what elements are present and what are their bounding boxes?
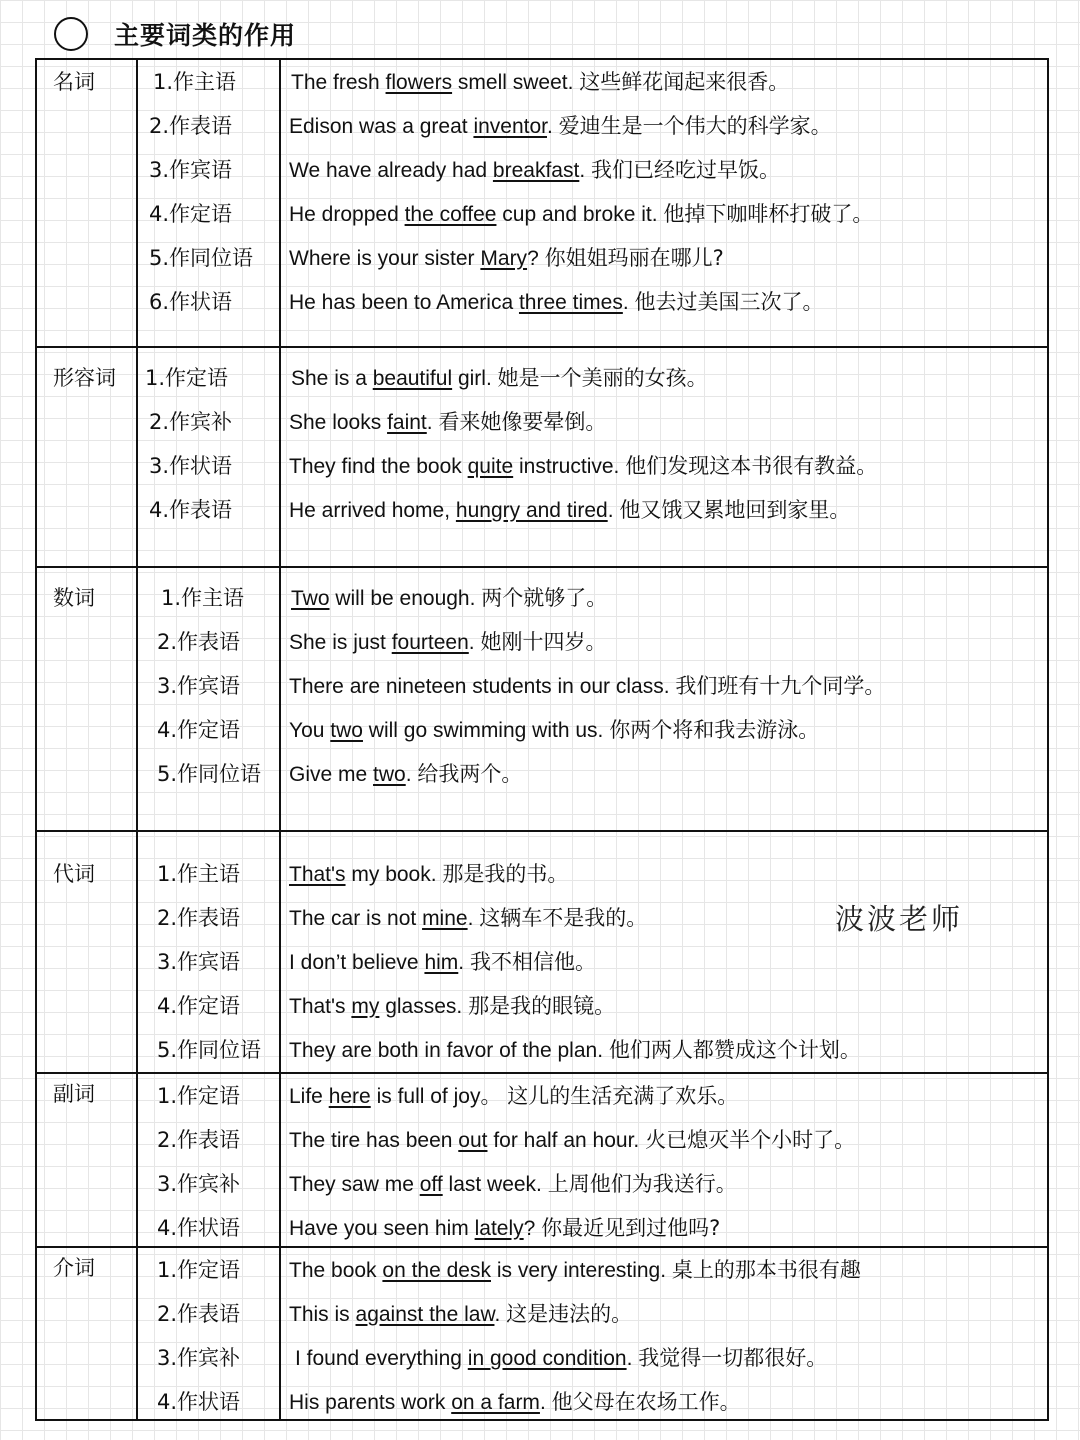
- table-row: [37, 852, 1047, 896]
- function-label: 5.作同位语: [157, 762, 262, 786]
- function-label: 4.作表语: [149, 498, 233, 522]
- sentence-text: They find the book: [289, 455, 468, 478]
- underlined-word: lately: [474, 1217, 524, 1240]
- function-label: 3.作宾补: [157, 1172, 241, 1196]
- table-row: [37, 148, 1047, 192]
- underlined-word: hungry and tired: [455, 499, 608, 522]
- table-row: [37, 1248, 1047, 1292]
- function-label: 6.作状语: [149, 290, 233, 314]
- table-row: [37, 356, 1047, 400]
- example-sentence: [289, 400, 606, 444]
- example-sentence: [289, 852, 568, 896]
- example-sentence: [289, 984, 615, 1028]
- sentence-text: Give me: [289, 763, 374, 786]
- sentence-text: His parents work: [289, 1391, 452, 1414]
- chinese-translation: 火已熄灭半个小时了。: [645, 1128, 856, 1152]
- table-row: [37, 400, 1047, 444]
- underlined-word: on a farm: [451, 1391, 540, 1414]
- chinese-translation: 这儿的生活充满了欢乐。: [507, 1084, 739, 1108]
- sentence-text: She is just: [289, 631, 392, 654]
- chinese-translation: 她刚十四岁。: [480, 630, 607, 654]
- underlined-word: against the law: [355, 1303, 495, 1326]
- category-label: 副词: [53, 1082, 95, 1106]
- sentence-text: Have you seen him: [289, 1217, 475, 1240]
- example-sentence: [289, 940, 596, 984]
- underlined-word: mine: [422, 907, 468, 930]
- section-5: [37, 1246, 1047, 1419]
- example-sentence: [289, 236, 724, 280]
- category-label: 形容词: [53, 366, 116, 390]
- sentence-text: .: [626, 1347, 639, 1370]
- example-sentence: [289, 620, 606, 664]
- underlined-word: on the desk: [382, 1259, 491, 1282]
- example-sentence: [289, 896, 647, 940]
- sentence-text: Life: [289, 1085, 329, 1108]
- example-sentence: [289, 1118, 855, 1162]
- example-sentence: [289, 1206, 720, 1250]
- chinese-translation: 两个就够了。: [481, 586, 608, 610]
- table-row: [37, 444, 1047, 488]
- table-row: [37, 104, 1047, 148]
- sentence-text: last week.: [442, 1173, 548, 1196]
- example-sentence: [291, 60, 789, 104]
- sentence-text: I don’t believe: [289, 951, 425, 974]
- sentence-text: .: [468, 631, 481, 654]
- grammar-table: [35, 58, 1049, 1421]
- chinese-translation: 看来她像要晕倒。: [438, 410, 607, 434]
- underlined-word: two: [373, 763, 406, 786]
- table-row: [37, 60, 1047, 104]
- example-sentence: [289, 1162, 737, 1206]
- underlined-word: faint: [387, 411, 427, 434]
- function-label: 2.作表语: [157, 1302, 241, 1326]
- table-row: [37, 1292, 1047, 1336]
- chinese-translation: 她是一个美丽的女孩。: [497, 366, 708, 390]
- section-3: [37, 830, 1047, 1072]
- section-2: [37, 566, 1047, 830]
- function-label: 3.作状语: [149, 454, 233, 478]
- chinese-translation: 他掉下咖啡杯打破了。: [663, 202, 874, 226]
- function-label: 1.作主语: [157, 862, 241, 886]
- function-label: 1.作定语: [157, 1258, 241, 1282]
- underlined-word: That's: [289, 863, 346, 886]
- chinese-translation: 我觉得一切都很好。: [638, 1346, 828, 1370]
- sentence-text: ?: [523, 1217, 542, 1240]
- underlined-word: three times: [518, 291, 623, 314]
- section-4: [37, 1072, 1047, 1246]
- sentence-text: .: [426, 411, 439, 434]
- table-row: [37, 1380, 1047, 1424]
- sentence-text: This is: [289, 1303, 356, 1326]
- function-label: 5.作同位语: [149, 246, 254, 270]
- table-row: [37, 708, 1047, 752]
- chinese-translation: 这些鲜花闻起来很香。: [579, 70, 790, 94]
- sentence-text: She looks: [289, 411, 388, 434]
- category-label: 名词: [53, 70, 95, 94]
- example-sentence: [289, 752, 522, 796]
- example-sentence: [289, 708, 819, 752]
- chinese-translation: 爱迪生是一个伟大的科学家。: [558, 114, 832, 138]
- function-label: 5.作同位语: [157, 1038, 262, 1062]
- function-label: 3.作宾语: [149, 158, 233, 182]
- sentence-text: girl.: [452, 367, 498, 390]
- sentence-text: He has been to America: [289, 291, 519, 314]
- sentence-text: That's: [289, 995, 352, 1018]
- example-sentence: [289, 104, 832, 148]
- sentence-text: cup and broke it.: [496, 203, 664, 226]
- category-label: 数词: [53, 586, 95, 610]
- underlined-word: him: [424, 951, 459, 974]
- sentence-text: .: [405, 763, 418, 786]
- underlined-word: out: [458, 1129, 488, 1152]
- chinese-translation: 这辆车不是我的。: [479, 906, 648, 930]
- function-label: 2.作表语: [157, 1128, 241, 1152]
- underlined-word: inventor: [473, 115, 547, 138]
- chinese-translation: 上周他们为我送行。: [547, 1172, 737, 1196]
- function-label: 2.作表语: [157, 906, 241, 930]
- function-label: 1.作主语: [161, 586, 245, 610]
- sentence-text: They are both in favor of the plan.: [289, 1039, 609, 1062]
- example-sentence: [289, 1292, 632, 1336]
- function-label: 4.作定语: [157, 994, 241, 1018]
- sentence-text: will go swimming with us.: [362, 719, 610, 742]
- example-sentence: [289, 664, 885, 708]
- function-label: 2.作表语: [157, 630, 241, 654]
- example-sentence: [289, 148, 780, 192]
- function-label: 4.作定语: [157, 718, 241, 742]
- section-1: [37, 346, 1047, 566]
- function-label: 2.作宾补: [149, 410, 233, 434]
- circle-icon: [54, 17, 88, 51]
- sentence-text: is very interesting.: [491, 1259, 672, 1282]
- table-row: [37, 620, 1047, 664]
- category-label: 介词: [53, 1256, 95, 1280]
- chinese-translation: 那是我的书。: [442, 862, 569, 886]
- example-sentence: [289, 192, 873, 236]
- sentence-text: The book: [289, 1259, 383, 1282]
- sentence-text: .: [494, 1303, 507, 1326]
- table-row: [37, 1118, 1047, 1162]
- function-label: 4.作状语: [157, 1390, 241, 1414]
- page-title: 主要词类的作用: [114, 21, 297, 50]
- table-row: [37, 1162, 1047, 1206]
- sentence-text: for half an hour.: [487, 1129, 646, 1152]
- table-row: [37, 576, 1047, 620]
- example-sentence: [289, 280, 824, 324]
- example-sentence: [289, 1380, 741, 1424]
- sentence-text: .: [458, 951, 470, 974]
- sentence-text: She is a: [291, 367, 373, 390]
- underlined-word: beautiful: [372, 367, 453, 390]
- table-row: [37, 664, 1047, 708]
- sentence-text: .: [607, 499, 620, 522]
- sentence-text: glasses.: [379, 995, 469, 1018]
- sentence-text: smell sweet.: [452, 71, 580, 94]
- underlined-word: in good condition: [467, 1347, 627, 1370]
- example-sentence: [289, 1074, 738, 1118]
- function-label: 2.作表语: [149, 114, 233, 138]
- chinese-translation: 他父母在农场工作。: [551, 1390, 741, 1414]
- example-sentence: [295, 1336, 827, 1380]
- chinese-translation: 给我两个。: [417, 762, 523, 786]
- example-sentence: [289, 444, 877, 488]
- chinese-translation: 你两个将和我去游泳。: [609, 718, 820, 742]
- table-row: [37, 940, 1047, 984]
- sentence-text: Edison was a great: [289, 115, 474, 138]
- sentence-text: You: [289, 719, 331, 742]
- underlined-word: two: [330, 719, 363, 742]
- underlined-word: quite: [467, 455, 514, 478]
- table-row: [37, 280, 1047, 324]
- category-label: 代词: [53, 862, 95, 886]
- example-sentence: [291, 576, 607, 620]
- sentence-text: There are nineteen students in our class.: [289, 675, 676, 698]
- function-label: 1.作定语: [145, 366, 229, 390]
- table-row: [37, 752, 1047, 796]
- sentence-text: is full of joy。: [370, 1085, 508, 1108]
- signature: 波波老师: [835, 902, 964, 936]
- chinese-translation: 你姐姐玛丽在哪儿?: [544, 246, 724, 270]
- chinese-translation: 桌上的那本书很有趣: [671, 1258, 861, 1282]
- underlined-word: my: [351, 995, 380, 1018]
- sentence-text: will be enough.: [329, 587, 482, 610]
- function-label: 1.作定语: [157, 1084, 241, 1108]
- chinese-translation: 他们两人都赞成这个计划。: [608, 1038, 861, 1062]
- sentence-text: I found everything: [295, 1347, 468, 1370]
- example-sentence: [289, 488, 850, 532]
- sentence-text: He dropped: [289, 203, 405, 226]
- chinese-translation: 我们已经吃过早饭。: [590, 158, 780, 182]
- table-row: [37, 1336, 1047, 1380]
- table-row: [37, 236, 1047, 280]
- underlined-word: Two: [291, 587, 330, 610]
- sentence-text: .: [622, 291, 635, 314]
- underlined-word: flowers: [385, 71, 453, 94]
- table-row: [37, 488, 1047, 532]
- chinese-translation: 这是违法的。: [506, 1302, 633, 1326]
- underlined-word: the coffee: [404, 203, 497, 226]
- table-row: [37, 1206, 1047, 1250]
- sentence-text: .: [467, 907, 480, 930]
- underlined-word: here: [328, 1085, 371, 1108]
- function-label: 3.作宾补: [157, 1346, 241, 1370]
- chinese-translation: 我们班有十九个同学。: [675, 674, 886, 698]
- table-row: [37, 1028, 1047, 1072]
- sentence-text: my book.: [345, 863, 443, 886]
- chinese-translation: 那是我的眼镜。: [468, 994, 616, 1018]
- function-label: 3.作宾语: [157, 674, 241, 698]
- table-row: [37, 192, 1047, 236]
- example-sentence: [289, 1028, 861, 1072]
- sentence-text: The tire has been: [289, 1129, 459, 1152]
- underlined-word: off: [419, 1173, 443, 1196]
- sentence-text: .: [547, 115, 559, 138]
- table-row: [37, 984, 1047, 1028]
- function-label: 4.作定语: [149, 202, 233, 226]
- function-label: 3.作宾语: [157, 950, 241, 974]
- chinese-translation: 他们发现这本书很有教益。: [625, 454, 878, 478]
- sentence-text: He arrived home,: [289, 499, 456, 522]
- chinese-translation: 他去过美国三次了。: [634, 290, 824, 314]
- sentence-text: They saw me: [289, 1173, 420, 1196]
- example-sentence: [289, 1248, 861, 1292]
- chinese-translation: 我不相信他。: [469, 950, 596, 974]
- underlined-word: Mary: [480, 247, 528, 270]
- sentence-text: ?: [527, 247, 545, 270]
- section-0: [37, 60, 1047, 346]
- sentence-text: .: [579, 159, 591, 182]
- example-sentence: [291, 356, 708, 400]
- sentence-text: instructive.: [513, 455, 626, 478]
- sentence-text: The car is not: [289, 907, 423, 930]
- function-label: 4.作状语: [157, 1216, 241, 1240]
- underlined-word: fourteen: [391, 631, 469, 654]
- sentence-text: The fresh: [291, 71, 386, 94]
- sentence-text: Where is your sister: [289, 247, 481, 270]
- sentence-text: .: [539, 1391, 552, 1414]
- chinese-translation: 他又饿又累地回到家里。: [619, 498, 851, 522]
- chinese-translation: 你最近见到过他吗?: [541, 1216, 721, 1240]
- sentence-text: We have already had: [289, 159, 493, 182]
- header: [54, 14, 296, 54]
- function-label: 1.作主语: [153, 70, 237, 94]
- underlined-word: breakfast: [492, 159, 580, 182]
- table-row: [37, 1074, 1047, 1118]
